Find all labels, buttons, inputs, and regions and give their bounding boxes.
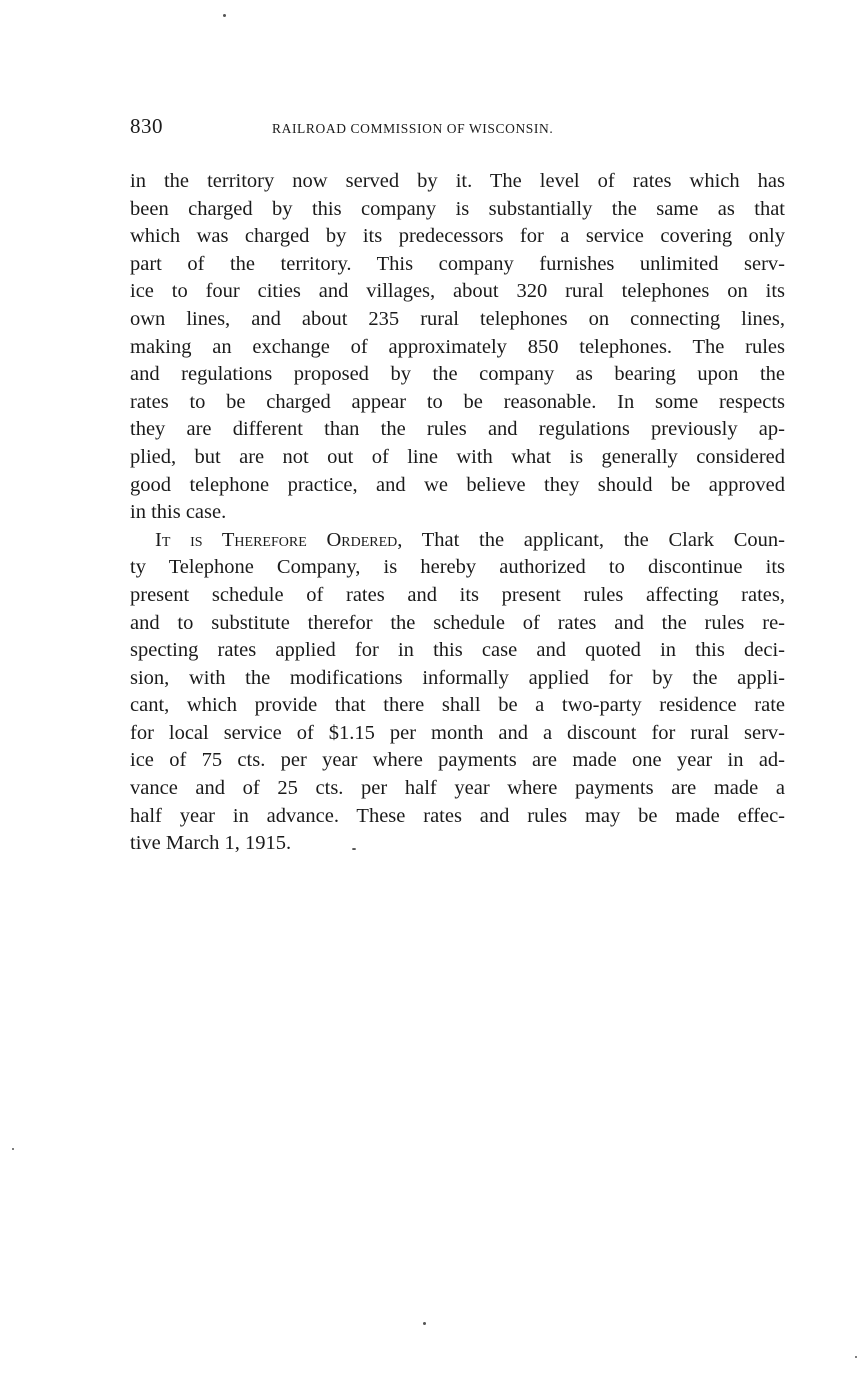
text-line: own lines, and about 235 rural telephones on connecting lines, <box>130 307 785 330</box>
text-line: been charged by this company is substantially the same as that <box>130 197 785 220</box>
scan-speck <box>423 1322 426 1325</box>
page-header <box>130 114 785 144</box>
text-line: ice of 75 cts. per year where payments are made one year in ad- <box>130 749 785 772</box>
text-line: good telephone practice, and we believe they should be approved <box>130 473 785 496</box>
paragraph-1 <box>130 168 785 527</box>
scan-speck <box>352 848 356 850</box>
body-text <box>130 168 785 858</box>
text-line: plied, but are not out of line with what is generally considered <box>130 445 785 468</box>
text-line: cant, which provide that there shall be a two-party residence rate <box>130 694 785 717</box>
text-line: vance and of 25 cts. per half year where payments are made a <box>130 777 785 800</box>
text-line: tive March 1, 1915. <box>130 832 292 855</box>
running-head: RAILROAD COMMISSION OF WISCONSIN. <box>272 121 554 136</box>
text-line: which was charged by its predecessors for a service covering only <box>130 225 785 248</box>
scan-speck <box>12 1148 14 1150</box>
text-line: they are different than the rules and regulations previously ap- <box>130 418 785 441</box>
paragraph-2 <box>130 527 785 858</box>
text-line: rates to be charged appear to be reasonable. In some respects <box>130 390 785 413</box>
text-line: and regulations proposed by the company as bearing upon the <box>130 363 785 386</box>
text-line: in the territory now served by it. The level of rates which has <box>130 170 785 192</box>
scan-speck <box>855 1356 857 1358</box>
text-line: part of the territory. This company furnishes unlimited serv- <box>130 252 785 275</box>
order-lead-rest: That the applicant, the Clark Coun- <box>402 528 785 551</box>
text-line: half year in advance. These rates and rules may be made effec- <box>130 804 785 827</box>
text-line: ty Telephone Company, is hereby authorized to discontinue its <box>130 556 785 579</box>
scan-speck <box>223 14 226 17</box>
text-line: specting rates applied for in this case and quoted in this deci- <box>130 639 785 662</box>
text-line: for local service of $1.15 per month and a discount for rural serv- <box>130 721 785 744</box>
order-lead-smallcaps: It is Therefore Ordered, <box>155 528 403 551</box>
text-line: and to substitute therefor the schedule of rates and the rules re- <box>130 611 785 634</box>
page-number: 830 <box>130 114 163 138</box>
text-line: ice to four cities and villages, about 320 rural telephones on its <box>130 280 785 303</box>
text-line: making an exchange of approximately 850 telephones. The rules <box>130 335 785 358</box>
text-line: present schedule of rates and its present rules affecting rates, <box>130 583 785 606</box>
text-line <box>130 527 785 555</box>
text-line: in this case. <box>130 501 227 524</box>
text-line: sion, with the modifications informally applied for by the appli- <box>130 666 785 689</box>
